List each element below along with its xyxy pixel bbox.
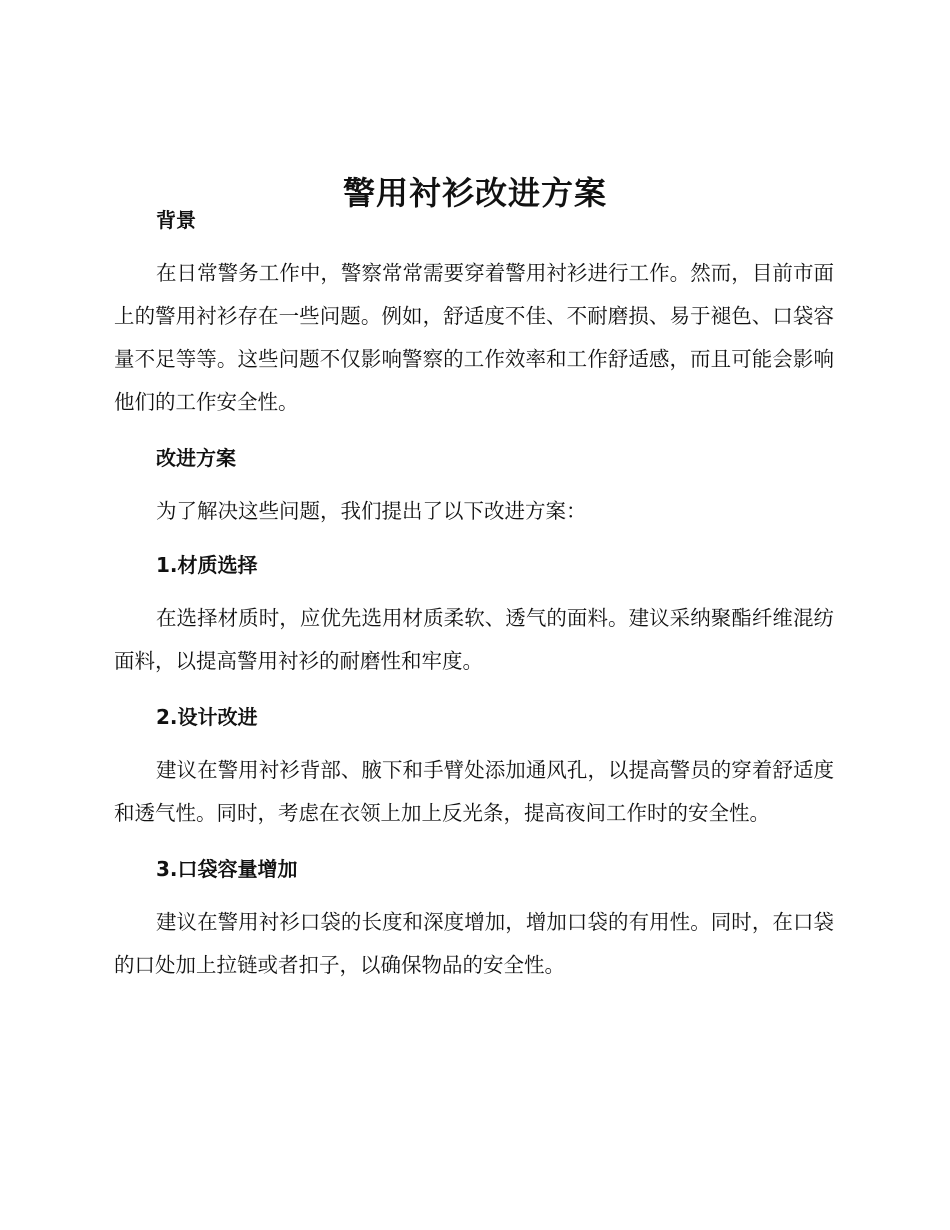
item-heading-design: 2.设计改进	[156, 705, 258, 729]
item-paragraph-material: 在选择材质时，应优先选用材质柔软、透气的面料。建议采纳聚酯纤维混纺面料，以提高警用衬衫的耐磨性和牢度。	[114, 606, 834, 673]
item-paragraph-pocket: 建议在警用衬衫口袋的长度和深度增加，增加口袋的有用性。同时，在口袋的口处加上拉链或者扣子，以确保物品的安全性。	[114, 910, 834, 977]
document-title: 警用衬衫改进方案	[342, 174, 607, 213]
section-heading-plan: 改进方案	[156, 446, 236, 470]
section-heading-background: 背景	[156, 208, 196, 232]
document-body	[114, 200, 834, 987]
item-heading-material: 1.材质选择	[156, 553, 258, 577]
item-paragraph-design: 建议在警用衬衫背部、腋下和手臂处添加通风孔，以提高警员的穿着舒适度和透气性。同时，考虑在衣领上加上反光条，提高夜间工作时的安全性。	[114, 758, 834, 825]
item-heading-pocket: 3.口袋容量增加	[156, 857, 298, 881]
plan-intro-paragraph: 为了解决这些问题，我们提出了以下改进方案：	[156, 499, 587, 523]
background-paragraph: 在日常警务工作中，警察常常需要穿着警用衬衫进行工作。然而，目前市面上的警用衬衫存在一些问题。例如，舒适度不佳、不耐磨损、易于褪色、口袋容量不足等等。这些问题不仅影响警察的工作效率和工作舒适感，而且可能会影响他们的工作安全性。	[114, 261, 834, 414]
